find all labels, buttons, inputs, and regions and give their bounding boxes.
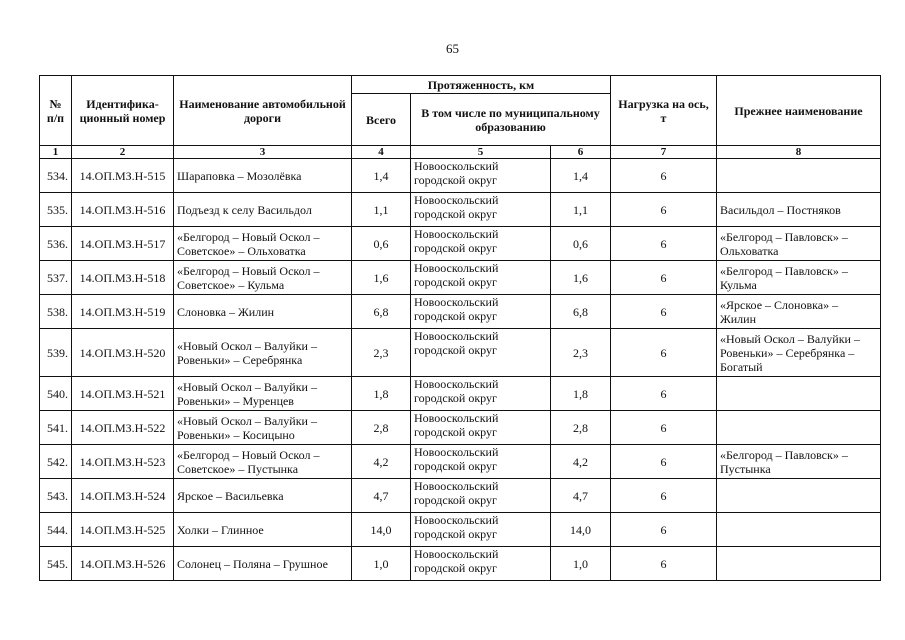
municipality: Новооскольский городской округ <box>411 513 551 547</box>
length-municipal: 2,8 <box>551 411 611 445</box>
header-load: Нагрузка на ось, т <box>611 76 717 146</box>
length-municipal: 2,3 <box>551 329 611 377</box>
road-id: 14.ОП.МЗ.Н-522 <box>72 411 174 445</box>
previous-name: «Белгород – Павловск» – Ольховатка <box>717 227 881 261</box>
municipality: Новооскольский городской округ <box>411 445 551 479</box>
page-number: 65 <box>446 41 459 56</box>
municipality: Новооскольский городской округ <box>411 295 551 329</box>
row-number: 543. <box>40 479 72 513</box>
header-total: Всего <box>352 94 411 146</box>
length-municipal: 4,7 <box>551 479 611 513</box>
length-municipal: 0,6 <box>551 227 611 261</box>
previous-name <box>717 411 881 445</box>
length-total: 2,8 <box>352 411 411 445</box>
length-total: 14,0 <box>352 513 411 547</box>
table-row <box>40 411 881 445</box>
length-total: 1,4 <box>352 159 411 193</box>
road-id: 14.ОП.МЗ.Н-523 <box>72 445 174 479</box>
road-id: 14.ОП.МЗ.Н-526 <box>72 547 174 581</box>
axle-load: 6 <box>611 547 717 581</box>
previous-name <box>717 513 881 547</box>
municipality: Новооскольский городской округ <box>411 159 551 193</box>
previous-name <box>717 547 881 581</box>
length-municipal: 1,8 <box>551 377 611 411</box>
col-number: 5 <box>411 146 551 159</box>
axle-load: 6 <box>611 479 717 513</box>
row-number: 538. <box>40 295 72 329</box>
road-id: 14.ОП.МЗ.Н-517 <box>72 227 174 261</box>
table-row <box>40 261 881 295</box>
table-body <box>40 159 881 581</box>
axle-load: 6 <box>611 227 717 261</box>
previous-name <box>717 159 881 193</box>
header-incl: В том числе по муниципальному образованию <box>411 94 611 146</box>
row-number: 545. <box>40 547 72 581</box>
road-id: 14.ОП.МЗ.Н-521 <box>72 377 174 411</box>
road-name: Слоновка – Жилин <box>174 295 352 329</box>
col-number: 7 <box>611 146 717 159</box>
municipality: Новооскольский городской округ <box>411 193 551 227</box>
previous-name <box>717 377 881 411</box>
previous-name: «Белгород – Павловск» – Кульма <box>717 261 881 295</box>
length-total: 4,7 <box>352 479 411 513</box>
column-number-row <box>40 146 881 159</box>
road-name: «Белгород – Новый Оскол – Советское» – Пустынка <box>174 445 352 479</box>
municipality: Новооскольский городской округ <box>411 329 551 377</box>
length-municipal: 1,4 <box>551 159 611 193</box>
road-id: 14.ОП.МЗ.Н-516 <box>72 193 174 227</box>
road-id: 14.ОП.МЗ.Н-519 <box>72 295 174 329</box>
table-row <box>40 479 881 513</box>
road-name: «Новый Оскол – Валуйки – Ровеньки» – Косицыно <box>174 411 352 445</box>
municipality: Новооскольский городской округ <box>411 547 551 581</box>
length-total: 1,0 <box>352 547 411 581</box>
previous-name <box>717 479 881 513</box>
road-name: Шараповка – Мозолёвка <box>174 159 352 193</box>
col-number: 2 <box>72 146 174 159</box>
table-row <box>40 547 881 581</box>
col-number: 1 <box>40 146 72 159</box>
row-number: 537. <box>40 261 72 295</box>
length-total: 2,3 <box>352 329 411 377</box>
table-row <box>40 445 881 479</box>
length-total: 1,1 <box>352 193 411 227</box>
header-length-group: Протяженность, км <box>352 76 611 94</box>
axle-load: 6 <box>611 411 717 445</box>
road-name: Подъезд к селу Васильдол <box>174 193 352 227</box>
row-number: 544. <box>40 513 72 547</box>
col-number: 3 <box>174 146 352 159</box>
row-number: 534. <box>40 159 72 193</box>
header-prev: Прежнее наименование <box>717 76 881 146</box>
col-number: 6 <box>551 146 611 159</box>
length-municipal: 1,6 <box>551 261 611 295</box>
header-name: Наименование автомобильной дороги <box>174 76 352 146</box>
table-row <box>40 513 881 547</box>
row-number: 542. <box>40 445 72 479</box>
road-id: 14.ОП.МЗ.Н-520 <box>72 329 174 377</box>
road-id: 14.ОП.МЗ.Н-515 <box>72 159 174 193</box>
table-row <box>40 329 881 377</box>
previous-name: «Ярское – Слоновка» – Жилин <box>717 295 881 329</box>
previous-name: Васильдол – Постняков <box>717 193 881 227</box>
previous-name: «Новый Оскол – Валуйки – Ровеньки» – Серебрянка – Богатый <box>717 329 881 377</box>
axle-load: 6 <box>611 377 717 411</box>
road-name: Солонец – Поляна – Грушное <box>174 547 352 581</box>
row-number: 541. <box>40 411 72 445</box>
road-name: «Новый Оскол – Валуйки – Ровеньки» – Серебрянка <box>174 329 352 377</box>
header-no: № п/п <box>40 76 72 146</box>
municipality: Новооскольский городской округ <box>411 261 551 295</box>
axle-load: 6 <box>611 193 717 227</box>
row-number: 539. <box>40 329 72 377</box>
col-number: 4 <box>352 146 411 159</box>
length-total: 6,8 <box>352 295 411 329</box>
roads-table <box>39 75 881 581</box>
municipality: Новооскольский городской округ <box>411 227 551 261</box>
col-number: 8 <box>717 146 881 159</box>
row-number: 536. <box>40 227 72 261</box>
length-municipal: 6,8 <box>551 295 611 329</box>
road-name: Холки – Глинное <box>174 513 352 547</box>
road-name: «Белгород – Новый Оскол – Советское» – Ольховатка <box>174 227 352 261</box>
road-id: 14.ОП.МЗ.Н-518 <box>72 261 174 295</box>
axle-load: 6 <box>611 329 717 377</box>
road-name: Ярское – Васильевка <box>174 479 352 513</box>
length-total: 4,2 <box>352 445 411 479</box>
row-number: 535. <box>40 193 72 227</box>
axle-load: 6 <box>611 159 717 193</box>
municipality: Новооскольский городской округ <box>411 377 551 411</box>
table-row <box>40 227 881 261</box>
length-total: 0,6 <box>352 227 411 261</box>
row-number: 540. <box>40 377 72 411</box>
axle-load: 6 <box>611 295 717 329</box>
table-row <box>40 295 881 329</box>
road-id: 14.ОП.МЗ.Н-525 <box>72 513 174 547</box>
axle-load: 6 <box>611 445 717 479</box>
length-municipal: 4,2 <box>551 445 611 479</box>
previous-name: «Белгород – Павловск» – Пустынка <box>717 445 881 479</box>
length-municipal: 1,1 <box>551 193 611 227</box>
length-municipal: 1,0 <box>551 547 611 581</box>
road-name: «Белгород – Новый Оскол – Советское» – Кульма <box>174 261 352 295</box>
table-row <box>40 159 881 193</box>
axle-load: 6 <box>611 513 717 547</box>
header-id: Идентифика-ционный номер <box>72 76 174 146</box>
length-municipal: 14,0 <box>551 513 611 547</box>
axle-load: 6 <box>611 261 717 295</box>
municipality: Новооскольский городской округ <box>411 411 551 445</box>
length-total: 1,6 <box>352 261 411 295</box>
length-total: 1,8 <box>352 377 411 411</box>
table-row <box>40 377 881 411</box>
table-row <box>40 193 881 227</box>
road-id: 14.ОП.МЗ.Н-524 <box>72 479 174 513</box>
road-name: «Новый Оскол – Валуйки – Ровеньки» – Муренцев <box>174 377 352 411</box>
municipality: Новооскольский городской округ <box>411 479 551 513</box>
